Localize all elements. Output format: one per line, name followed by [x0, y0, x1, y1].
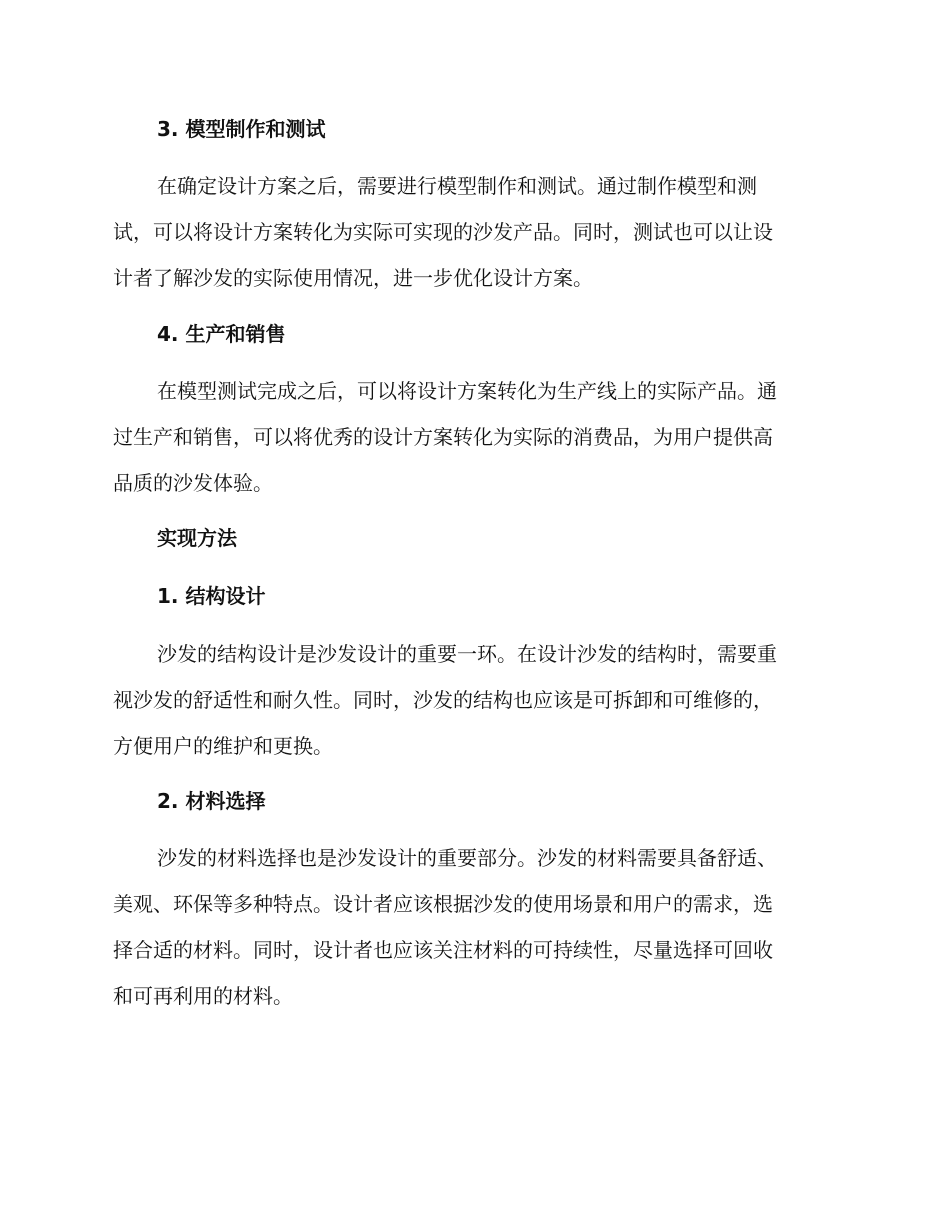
paragraph-line: 在确定设计方案之后，需要进行模型制作和测试。通过制作模型和测 — [157, 174, 757, 198]
paragraph-line: 美观、环保等多种特点。设计者应该根据沙发的使用场景和用户的需求，选 — [113, 892, 773, 916]
paragraph-line: 择合适的材料。同时，设计者也应该关注材料的可持续性，尽量选择可回收 — [113, 938, 773, 962]
paragraph-line: 方便用户的维护和更换。 — [113, 734, 333, 758]
paragraph-line: 品质的沙发体验。 — [113, 471, 273, 495]
paragraph-production-sales — [113, 368, 833, 506]
paragraph-line: 试，可以将设计方案转化为实际可实现的沙发产品。同时，测试也可以让设 — [113, 220, 773, 244]
paragraph-structure-design — [113, 631, 833, 769]
paragraph-line: 和可再利用的材料。 — [113, 984, 293, 1008]
paragraph-model-testing — [113, 163, 833, 301]
section-heading-model-testing: 3. 模型制作和测试 — [157, 117, 326, 141]
paragraph-line: 沙发的材料选择也是沙发设计的重要部分。沙发的材料需要具备舒适、 — [157, 846, 777, 870]
paragraph-line: 在模型测试完成之后，可以将设计方案转化为生产线上的实际产品。通 — [157, 379, 777, 403]
paragraph-line: 视沙发的舒适性和耐久性。同时，沙发的结构也应该是可拆卸和可维修的， — [113, 688, 773, 712]
paragraph-line: 计者了解沙发的实际使用情况，进一步优化设计方案。 — [113, 266, 593, 290]
paragraph-line: 沙发的结构设计是沙发设计的重要一环。在设计沙发的结构时，需要重 — [157, 642, 777, 666]
paragraph-material-selection — [113, 835, 833, 1019]
section-heading-structure-design: 1. 结构设计 — [157, 584, 266, 608]
section-heading-implementation-methods: 实现方法 — [157, 526, 237, 550]
paragraph-line: 过生产和销售，可以将优秀的设计方案转化为实际的消费品，为用户提供高 — [113, 425, 773, 449]
section-heading-material-selection: 2. 材料选择 — [157, 789, 266, 813]
section-heading-production-sales: 4. 生产和销售 — [157, 322, 286, 346]
